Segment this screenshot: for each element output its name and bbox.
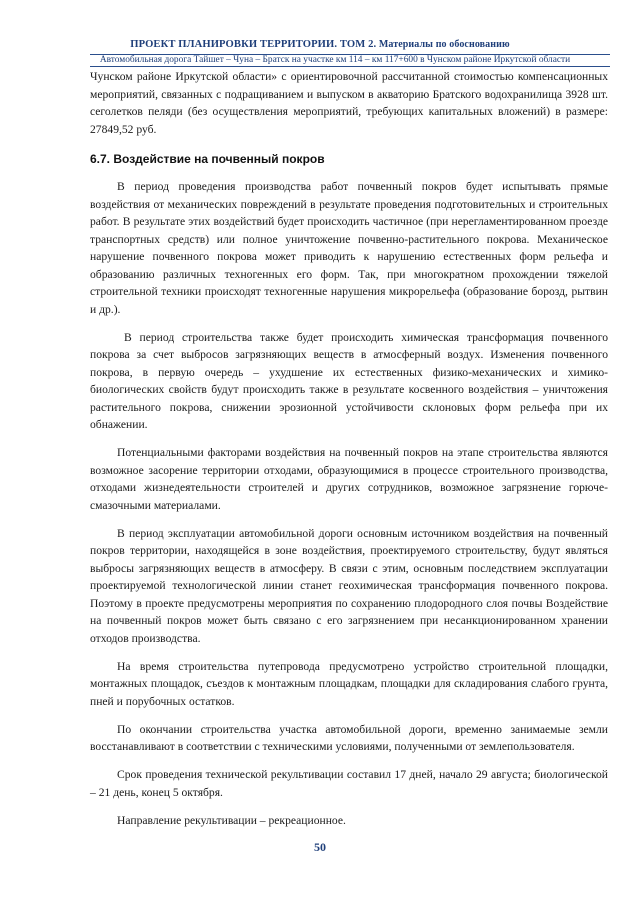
document-body <box>90 68 608 840</box>
header-title-sub: Материалы по обоснованию <box>376 39 510 50</box>
header-title <box>0 39 640 50</box>
page-number: 50 <box>314 840 326 854</box>
header-title-main: ПРОЕКТ ПЛАНИРОВКИ ТЕРРИТОРИИ. ТОМ 2. <box>130 39 377 50</box>
paragraph-2: В период строительства также будет происходить химическая трансформация почвенного покрова за счет выбросов загрязняющих веществ в атмосферный воздух. Изменения почвенного покрова, в первую очередь – ухудшение их естественных физико-механических и химико-биологических свойств будут происходить также в результате косвенного воздействия – уничтожения растительного покрова, снижении эрозионной устойчивости склоновых форм рельефа при их обнажении. <box>90 330 608 431</box>
paragraph-4: В период эксплуатации автомобильной дороги основным источником воздействия на почвенный покров территории, находящейся в зоне воздействия, проектируемого строительству, будут являться выбросы загрязняющих веществ в атмосферу. В связи с этим, основным последствием эксплуатации проектируемой технологической линии станет геохимическая трансформация почвенного покрова. Поэтому в проекте предусмотрены мероприятия по сохранению плодородного слоя почвы Воздействие на почвенный покров может быть связано с его загрязнением при несанкционированном хранении отходов производства. <box>90 526 608 645</box>
intro-paragraph: Чунском районе Иркутской области» с ориентировочной рассчитанной стоимостью компенсационных мероприятий, связанных с подращиванием и выпуском в акваторию Братского водохранилища 3928 шт. сеголетков пеляди (без осуществления мероприятий, требующих капитальных вложений) в размере: 27849,52 руб. <box>90 70 608 136</box>
section-heading: 6.7. Воздействие на почвенный покров <box>90 152 325 166</box>
paragraph-7: Срок проведения технической рекультивации составил 17 дней, начало 29 августа; биологической – 21 день, конец 5 октября. <box>90 768 608 799</box>
header-rule-bottom <box>90 66 610 67</box>
paragraph-3: Потенциальными факторами воздействия на почвенный покров на этапе строительства являются возможное засорение территории отходами, образующимися в процессе строительного производства, отходами жизнедеятельности строителей и других сотрудников, возможное загрязнение горюче-смазочными материалами. <box>90 446 608 512</box>
paragraph-1: В период проведения производства работ почвенный покров будет испытывать прямые воздействия от механических повреждений в результате проведения подготовительных и строительных работ. В результате этих воздействий будет происходить частичное (при нерегламентированном проезде транспортных средств) или полное уничтожение почвенно-растительного покрова. Механическое нарушение почвенного покрова может приводить к нарушению естественных форм рельефа и образованию различных техногенных его форм. Так, при многократном прохождении тяжелой строительной техники происходят техногенные нарушения микрорельефа (образование борозд, рытвин и др.). <box>90 180 608 316</box>
paragraph-6: По окончании строительства участка автомобильной дороги, временно занимаемые земли восстанавливают в соответствии с техническими условиями, полученными от землепользователя. <box>90 722 608 753</box>
paragraph-5: На время строительства путепровода предусмотрено устройство строительной площадки, монтажных площадок, съездов к монтажным площадкам, площадки для складирования слабого грунта, пней и порубочных остатков. <box>90 659 608 708</box>
paragraph-8: Направление рекультивации – рекреационное. <box>117 813 346 827</box>
header-subtitle: Автомобильная дорога Тайшет – Чуна – Братск на участке км 114 – км 117+600 в Чунском районе Иркутской области <box>99 55 571 65</box>
